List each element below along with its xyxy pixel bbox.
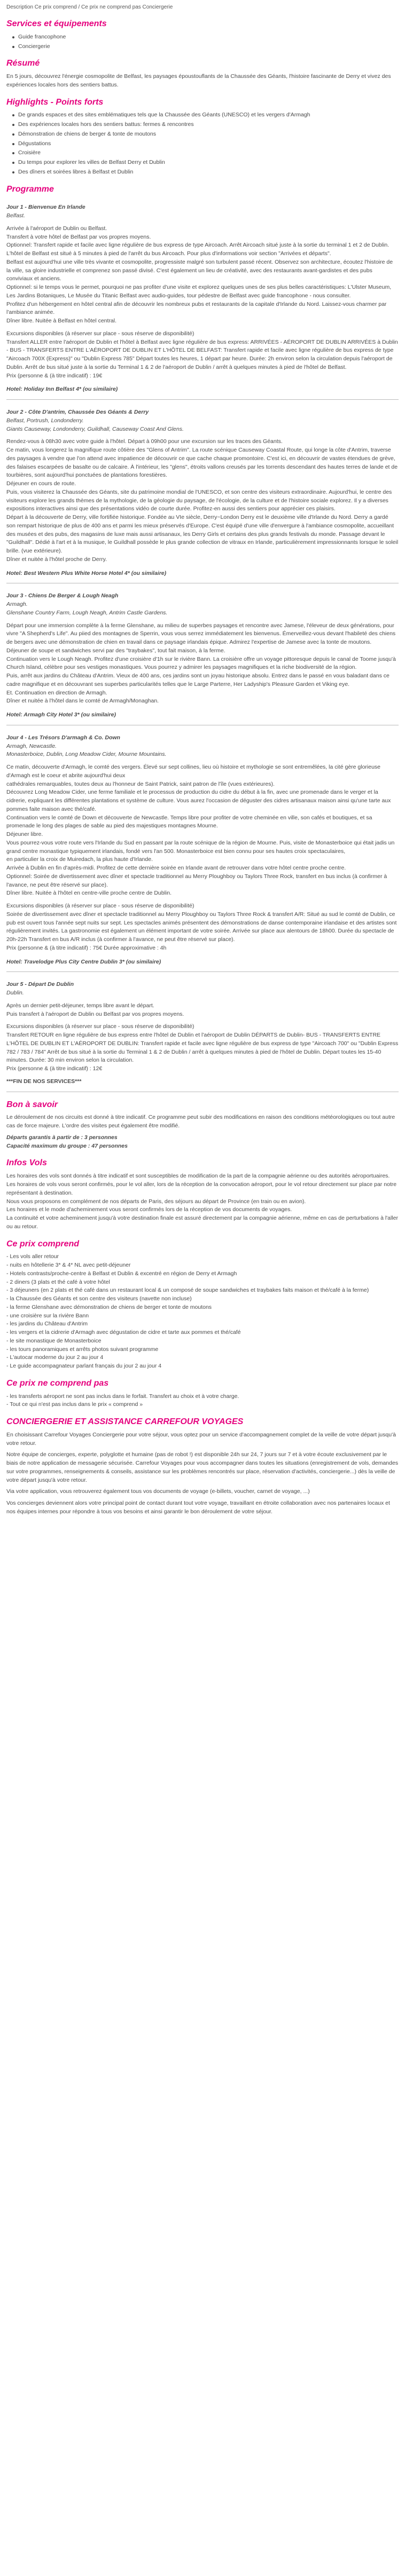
list-item: - les vergers et la cidrerie d'Armagh avec dégustation de cidre et tarte aux pommes et thé/café [6, 1329, 241, 1336]
day-title: Jour 2 - Côte D'antrim, Chaussée Des Géants & Derry [6, 409, 149, 416]
list-item: - Hotels contrasts/proche-centre à Belfast et Dublin & excentré en région de Derry et Armagh [6, 1270, 237, 1277]
services-list [18, 33, 399, 51]
list-item: - les tours panoramiques et arrêts photos suivant programme [6, 1346, 159, 1353]
list-item: - 3 déjeuners (en 2 plats et thé café dans un restaurant local & un composé de soupe sandwiches et traybakes faits maison et thé/café à la ferme) [6, 1287, 369, 1294]
day-title: Jour 3 - Chiens De Berger & Lough Neagh [6, 592, 119, 599]
resume-title: Résumé [6, 59, 40, 68]
day-hotel: Hotel: Armagh City Hotel 3* (ou similaire) [6, 712, 116, 718]
day-hotel: Hotel: Travelodge Plus City Centre Dublin 3* (ou similaire) [6, 958, 161, 965]
day-paragraph: Excursions disponibles (à réserver sur place - sous réserve de disponibilité) Transfert ALLER entre l'aéroport de Dublin et l'hôtel à Belfast avec ligne régulière de bus express: ARRIVÉES - AÉROPORT DE DUBLIN ARRIVÉES à Dublin - BUS - TRANSFERTS ENTRE L'AÉROPORT DE DUBLIN ET L'HÔTEL DE BELFAST: Transfert rapide et facile avec ligne régulière de bus express de type "Aircoach 700X (Express)" ou "Dublin Express 785" Départ toutes les heures, 1 départ par heure. Durée: 2h environ selon la circulation depuis l'aéroport de Dublin. Arrêt de bus situé juste à la sortie du Terminal 1 & 2 de l'aéroport de Dublin / arrêt à quelques minutes à pied de l'hôtel de Belfast. Prix (personne & (à titre indicatif) : 19€ [6, 330, 398, 379]
list-item: - une croisière sur la rivière Bann [6, 1312, 89, 1319]
infos-text: Les horaires des vols sont donnés à titre indicatif et sont susceptibles de modification de la part de la compagnie aérienne ou des autorités aéroportuaires. Les horaires de vols vous seront confirmés, pour le vol aller, lors de la réception de la convocation aéroport, pour le vol retour directement sur place par notre représentant à destination. Nous vous proposons en complément de nos départs de Paris, des séjours au départ de Province (en train ou en avion). Les horaires et le mode d'acheminement vous seront confirmés lors de la réception de vos documents de voyages. La continuité et votre acheminement jusqu'à votre destination finale est assuré directement par la compagnie aérienne, même en cas de perturbations à l'aller ou au retour. [6, 1173, 399, 1230]
list-item: Des dîners et soirées libres à Belfast et Dublin [18, 168, 399, 177]
day-locations: Armagh. Glenshane Country Farm, Lough Neagh, Antrim Castle Gardens. [6, 601, 168, 616]
list-item: - Les vols aller retour [6, 1253, 59, 1260]
day-title: Jour 1 - Bienvenue En Irlande [6, 204, 85, 211]
bon-text: Le déroulement de nos circuits est donné à titre indicatif. Ce programme peut subir des modifications en raison des conditions météorologiques ou tout autre cas de force majeure. L'ordre des visites peut également être modifié. [6, 1114, 395, 1129]
infos-title: Infos Vols [6, 1158, 47, 1168]
programme-title: Programme [6, 184, 54, 194]
programme-days [6, 203, 399, 1092]
resume-text: En 5 jours, découvrez l'énergie cosmopolite de Belfast, les paysages époustouflants de la Chaussée des Géants, l'histoire fascinante de Derry et vivez des expériences locales hors des sentiers battus. [6, 73, 391, 88]
day-paragraph: Excursions disponibles (à réserver sur place - sous réserve de disponibilité) Transfert RETOUR en ligne régulière de bus express entre l'hôtel de Dublin et l'aéroport de Dublin DÉPARTS de Dublin- BUS - TRANSFERTS ENTRE L'HÔTEL DE DUBLIN ET L'AÉROPORT DE DUBLIN: Transfert rapide et facile avec ligne régulière de bus express de type "Aircoach 700" ou "Dublin Express 782 / 783 / 784" Arrêt de bus situé à la sortie du Terminal 1 & 2 de Dublin / arrêt à quelques minutes à pied de l'hôtel de Dublin. Départ toutes les 15-40 minutes. Durée: 30 min environ selon la circulation. Prix (personne & (à titre indicatif) : 12€ [6, 1023, 399, 1072]
day-paragraph: Rendez-vous à 08h30 avec votre guide à l'hôtel. Départ à 09h00 pour une excursion sur les traces des Géants. Ce matin, vous longerez la magnifique route côtière des "Glens of Antrim". La route scénique Causeway Coastal Route, qui longe la côte d'Antrim, traverse des paysages à vendre que l'on attend avec impatience de découvrir ce que cache chaque promontoire. C'est ici, en découvrir de vastes étendues de grève, des falaises escarpées de basalte ou de calcaire. À l'intérieur, les "glens", étroits vallons creusés par les torrents descendant des hautes terres de lande et de tourbières, sont aujourd'hui ponctuées de plantations forestières. Déjeuner en cours de route. Puis, vous visiterez la Chaussée des Géants, site du patrimoine mondial de l'UNESCO, et son centre des visiteurs extraordinaire. Aujourd'hui, le centre des visiteurs explore les grands thèmes de la mythologie, de la géologie du paysage, de l'écologie, de la culture et de l'histoire sociale explorez. Il y a diverses expositions interactives ainsi que des présentations vidéo de courte durée. Profitez-en aussi des sentiers pour apprécier ces plaisirs. Départ à la découverte de Derry, ville fortifiée historique. Fondée au VIe siècle, Derry~London Derry est le deuxième ville d'Irlande du Nord. Derry a gardé son rempart historique de plus de 400 ans et parmi les mieux préservés d'Europe. C'est équipé d'une ville d'envergure à l'ambiance cosmopolite, accueillant des musées et des pubs, des magasins de luxe mais aussi artisanaux, les Derry Girls et certains des plus grands festivals du monde. Passage devant le "Guildhall". Dédié à l'art et à la musique, le Guildhall possède le plus grande collection de vitraux en Irlande, particulièrement impressionnants lorsque le soleil brille. (vue extérieure). Dîner et nuitée à l'hôtel proche de Derry. [6, 438, 399, 563]
list-item: - la Chaussée des Géants et son centre des visiteurs (navette non incluse) [6, 1295, 192, 1302]
programme-day [6, 203, 399, 400]
list-item: Dégustations [18, 140, 399, 148]
list-item: Conciergerie [18, 43, 399, 51]
day-paragraph: Arrivée à l'aéroport de Dublin ou Belfast. Transfert à votre hôtel de Belfast par vos propres moyens. Optionnel: Transfert rapide et facile avec ligne régulière de bus express de type Aircoach. Arrêt Aircoach situé juste à la sortie du terminal 1 et 2 de Dublin. L'hôtel de Belfast est situé à 5 minutes à pied de l'arrêt du bus Aircoach. Pour plus d'informations voir section "Arrivées et départs". Belfast est aujourd'hui une ville très vivante et cosmopolite, progressiste malgré son turbulent passé récent. Observez son architecture, écoutez l'histoire de la ville, sa gloire industrielle et comprenez son passé divisé. C'est également un lieu de créativité, avec des restaurants avant-gardistes et des pubs conviviaux et anciens. Optionnel: si le temps vous le permet, pourquoi ne pas profiter d'une visite et explorez quelques unes de ses plus belles caractéristiques: L'Ulster Museum, Les Jardins Botaniques, Le Musée du Titanic Belfast avec audio-guides, tour pédestre de Belfast avec guide francophone - nous consulter. Profitez d'un hébergement en hôtel central afin de découvrir les nombreux pubs et restaurants de la capitale d'Irlande du Nord. Laissez-vous charmer par l'ambiance animée. Dîner libre. Nuitée à Belfast en hôtel central. [6, 225, 393, 325]
list-item: - nuits en hôtellerie 3* & 4* NL avec petit-déjeuner [6, 1262, 131, 1269]
concierge-p3: Via votre application, vous retrouverez également tous vos documents de voyage (e-billets, voucher, carnet de voyage, ...) [6, 1488, 310, 1495]
bon-title: Bon à savoir [6, 1100, 58, 1109]
comprend-list [6, 1253, 399, 1371]
day-paragraph: Départ pour une immersion complète à la ferme Glenshane, au milieu de superbes paysages et rencontre avec Jamese, l'éleveur de deux générations, pour vivre "A Shepherd's Life". Au piied des montagnes de Sperrin, vous vous serrez immédiatement les bienvenus. Émerveillez-vous devant l'habileté des chiens de bergers avec une démonstration de chien en travail dans ce paysage irlandais épique. Admirez l'expertise de Jamese avec la tonte de moutons. Déjeuner de soupe et sandwiches servi par des "traybakes", tout fait maison, à la ferme. Continuation vers le Lough Neagh. Profitez d'une croisière d'1h sur le rivière Bann. La croisière offre un voyage pittoresque depuis le canal de Toome jusqu'à Church Island, célèbre pour ses vestiges monastiques. Vous pourrez y admirer les paysages magnifiques et la riche biodiversité de la région. Puis, arrêt aux jardins du Château d'Antrim. Vieux de 400 ans, ces jardins sont un joyau historique absolu. Entrez dans le passé en vous baladant dans ce cadre magnifique et en découvrant ses superbes particularités telles que le Large Parterre, Her Ladyship's Pleasure Garden et Viking eye. Et. Continuation en direction de Armagh. Dîner et nuitée à l'hôtel dans le comté de Armagh/Monaghan. [6, 622, 396, 705]
day-title: Jour 4 - Les Trésors D'armagh & Co. Down [6, 734, 120, 741]
services-title: Services et équipements [6, 19, 107, 28]
necomprend-title: Ce prix ne comprend pas [6, 1378, 109, 1388]
bon-dates: Départs garantis à partir de : 3 personnes [6, 1134, 118, 1141]
day-locations: Belfast, Portrush, Londonderry. Giants Causeway, Londonderry, Guildhall, Causeway Coast And Glens. [6, 417, 184, 432]
day-paragraph: ***FIN DE NOS SERVICES*** [6, 1078, 82, 1085]
list-item: Du temps pour explorer les villes de Belfast Derry et Dublin [18, 159, 399, 167]
bon-capacity: Capacité maximum du groupe : 47 personnes [6, 1142, 128, 1149]
highlights-list [18, 111, 399, 176]
list-item: - Le guide accompagnateur parlant français du jour 2 au jour 4 [6, 1363, 162, 1370]
concierge-p1: En choisissant Carrefour Voyages Conciergerie pour votre séjour, vous optez pour un service d'accompagnement complet de la veille de votre départ jusqu'à votre retour. [6, 1431, 396, 1447]
day-locations: Armagh, Newcastle. Monasterboice, Dublin, Long Meadow Cider, Mourne Mountains. [6, 742, 167, 758]
list-item: - la ferme Glenshane avec démonstration de chiens de berger et tonte de moutons [6, 1303, 212, 1310]
day-paragraph: Excursions disponibles (à réserver sur place - sous réserve de disponibilité) Soirée de divertissement avec dîner et spectacle traditionnel au Merry Ploughboy ou Taylors Three Rock & transfert A/R: Situé au sud le comté de Dublin, ce pub est ouvert tous l'année sept nuits sur sept. Les spectacles animés présentent des démonstrations de danse contemporaine irlandaise et des artistes sont régulièrement invités. La gastronomie est également un élément important de votre soirée. Arrivée sur place aux alentours de 18h00. Durée du spectacle de 20h-22h Transfert en bus A/R inclus (à confirmer à l'avance, ne peut être réservé sur place). Prix (personne & (à titre indicatif) : 75€ Durée approximative : 4h [6, 903, 397, 951]
programme-day [6, 981, 399, 1092]
list-item: - Tout ce qui n'est pas inclus dans le prix « comprend » [6, 1401, 143, 1408]
list-item: - 2 diners (3 plats et thé café à votre hôtel [6, 1278, 110, 1285]
list-item: Croisière [18, 149, 399, 157]
list-item: - L'autocar moderne du jour 2 au jour 4 [6, 1354, 104, 1361]
day-title: Jour 5 - Départ De Dublin [6, 981, 74, 988]
highlights-title: Highlights - Points forts [6, 97, 104, 107]
day-paragraph: Ce matin, découverte d'Armagh, le comté des vergers. Élevé sur sept collines, lieu où histoire et mythologie se sont entremêlées, la cité gère glorieuse d'Armagh est le coeur et abrite aujourd'hui deux cathédrales remarquables, toutes deux au l'honneur de Saint Patrick, saint patron de l'île (vues extérieures). Découvrez Long Meadow Cider, une ferme familiale et le processus de production du cidre du début à la fin, avec une promenade dans le verger et la cidrerie, expliquant les différentes plantations et système de culture. Vous aurez l'occasion de déguster des cidres artisanaux maison ainsi qu'une tarte aux pommes faite maison avec thé/café. Continuation vers le comté de Down et découverte de Newcastle. Temps libre pour profiter de votre cheminée en ville, son cafés et boutiques, et sa promenade le long des plages de sable au pied des majestiques montagnes Mourne. Déjeuner libre. Vous pourrez-vous votre route vers l'Irlande du Sud en passant par la route scénique de la région de Mourne. Puis, visite de Monasterboice qui était jadis un grand centre monastique typiquement irlandais, fondé vers l'an 500. Monasterboice est bien connu pour ses hautes croix spectaculaires, en particulier la croix de Muiredach, la plus haute d'Irlande. Arrivée à Dublin en fin d'après-midi. Profitez de cette dernière soirée en Irlande avant de retrouver dans votre hôtel centre proche centre. Optionnel: Soirée de divertissement avec dîner et spectacle traditionnel au Merry Ploughboy ou Taylors Three Rock, transfert en bus inclus (à confirmer à l'avance, ne peut être réservé sur place). Dîner libre. Nuitée à l'hôtel en centre-ville proche centre de Dublin. [6, 764, 395, 897]
list-item: Démonstration de chiens de berger & tonte de moutons [18, 130, 399, 139]
list-item: Guide francophone [18, 33, 399, 42]
programme-day [6, 592, 399, 725]
description-header: Description Ce prix comprend / Ce prix ne comprend pas Conciergerie [6, 4, 173, 10]
day-hotel: Hotel: Best Western Plus White Horse Hotel 4* (ou similaire) [6, 570, 167, 576]
list-item: Des expériences locales hors des sentiers battus: fermes & rencontres [18, 121, 399, 129]
necomprend-list [6, 1393, 399, 1410]
list-item: - le site monastique de Monasterboice [6, 1337, 102, 1344]
day-hotel: Hotel: Holiday Inn Belfast 4* (ou similaire) [6, 386, 118, 393]
divider [6, 399, 399, 400]
day-locations: Dublin. [6, 990, 24, 997]
list-item: - les transferts aéroport ne sont pas inclus dans le forfait. Transfert au choix et à votre charge. [6, 1393, 239, 1400]
day-locations: Belfast. [6, 212, 26, 219]
programme-day [6, 408, 399, 583]
list-item: De grands espaces et des sites emblématiques tels que la Chaussée des Géants (UNESCO) et les vergers d'Armagh [18, 111, 399, 120]
programme-day [6, 734, 399, 973]
list-item: - les jardins du Château d'Antrim [6, 1321, 88, 1327]
divider [6, 971, 399, 972]
comprend-title: Ce prix comprend [6, 1239, 80, 1249]
day-paragraph: Après un dernier petit-déjeuner, temps libre avant le départ. Puis transfert à l'aéroport de Dublin ou Belfast par vos propres moyens. [6, 1002, 184, 1017]
concierge-p2: Notre équipe de concierges, experte, polyglotte et humaine (pas de robot !) est disponible 24h sur 24, 7 jours sur 7 et à votre écoute exclusivement par le biais de notre application de messagerie sécurisée. Carrefour Voyages pour vous accompagner dans toutes les situations (enregistrement de vols, demandes sur votre programmes, renseignements & conseils, assistance sur les problèmes rencontrés sur place, réservation d'activités, conciergerie...) dès la veille de votre départ jusqu'à votre retour. [6, 1451, 399, 1483]
concierge-title: CONCIERGERIE ET ASSISTANCE CARREFOUR VOYAGES [6, 1417, 244, 1427]
concierge-p4: Vos concierges deviennent alors votre principal point de contact durant tout votre voyage, travaillant en étroite collaboration avec nos partenaires locaux et nos équipes internes pour répondre à tous vos besoins et ainsi garantir le bon déroulement de votre séjour. [6, 1500, 390, 1515]
